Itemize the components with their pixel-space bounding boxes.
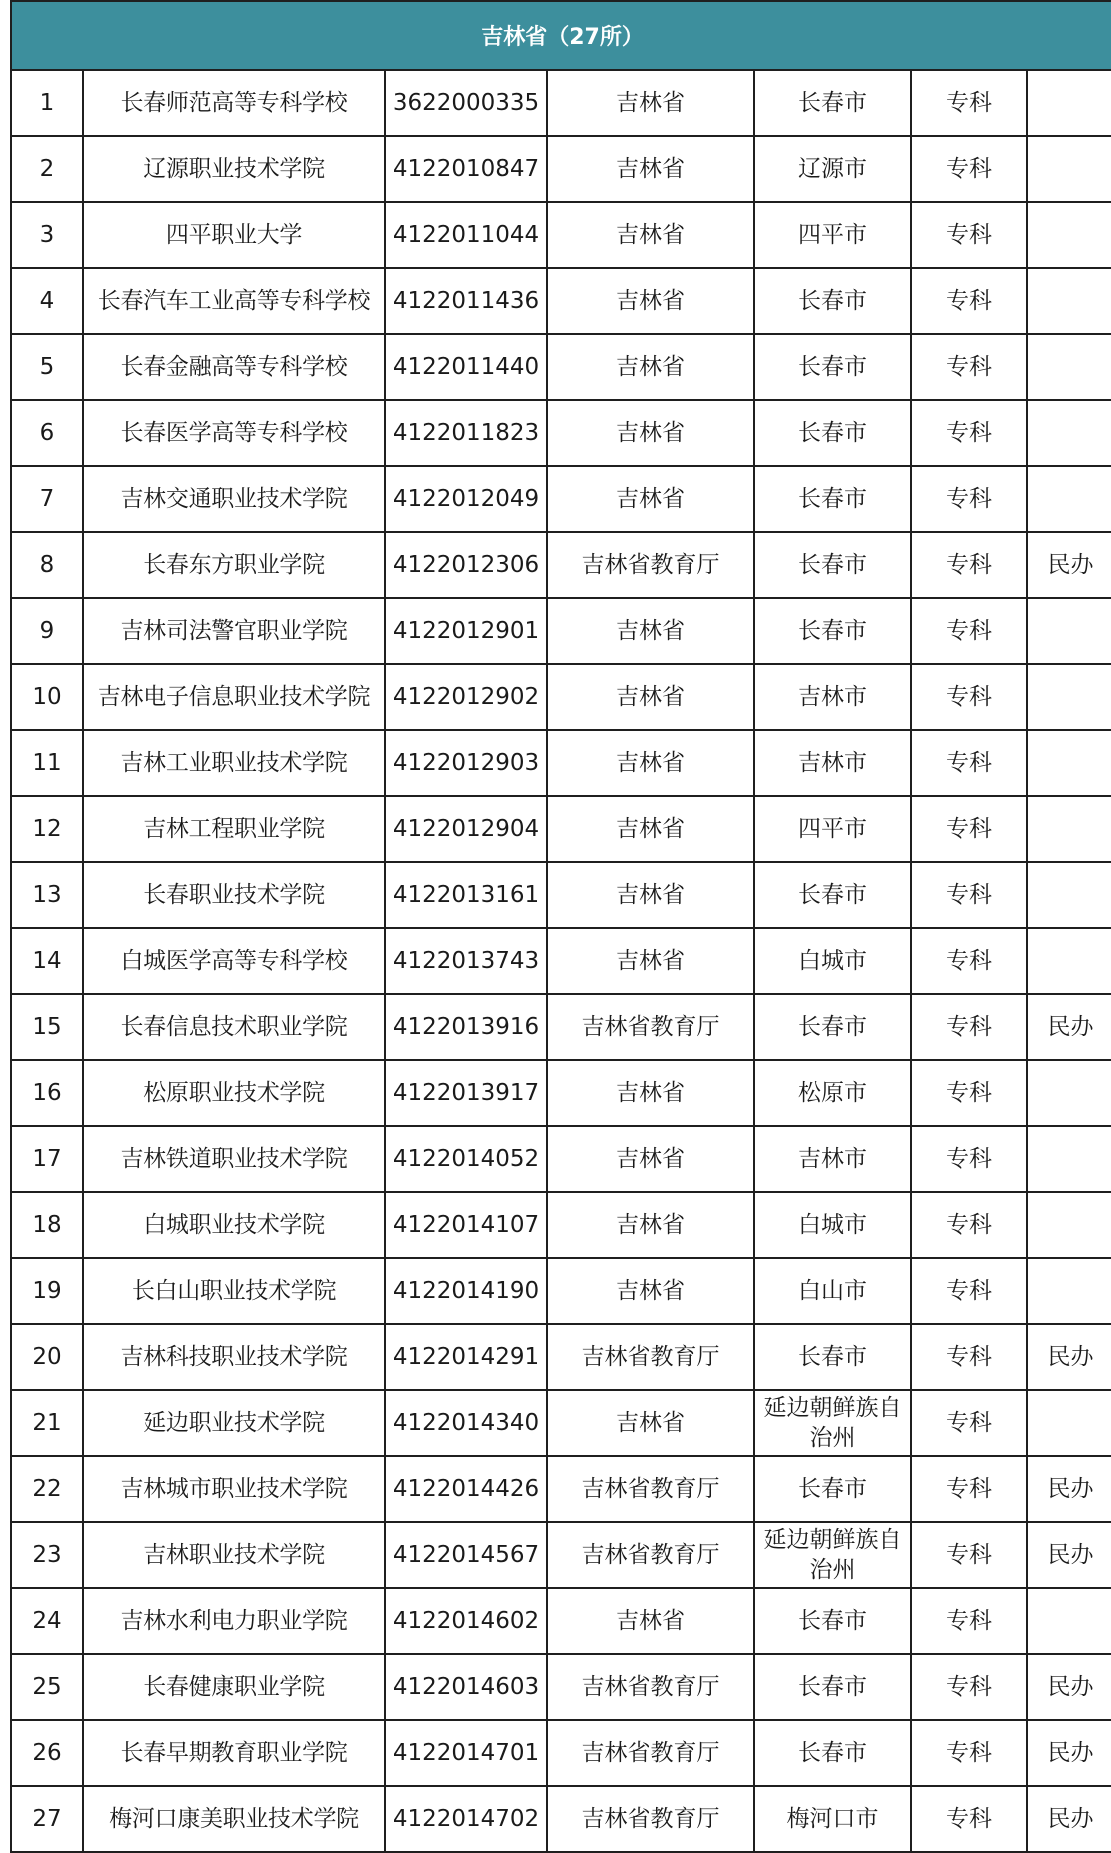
school-name-cell: 长春早期教育职业学院 xyxy=(83,1720,385,1786)
note-cell xyxy=(1027,1258,1111,1324)
table-row xyxy=(11,334,1111,400)
school-code-cell: 4122013917 xyxy=(385,1060,547,1126)
level-cell: 专科 xyxy=(911,598,1027,664)
school-code-cell: 4122014701 xyxy=(385,1720,547,1786)
school-code-cell: 4122014340 xyxy=(385,1390,547,1456)
level-cell: 专科 xyxy=(911,1720,1027,1786)
authority-cell: 吉林省 xyxy=(547,70,754,136)
city-cell: 长春市 xyxy=(754,862,911,928)
note-cell xyxy=(1027,400,1111,466)
school-code-cell: 4122012903 xyxy=(385,730,547,796)
row-number-cell: 4 xyxy=(11,268,83,334)
row-number-cell: 27 xyxy=(11,1786,83,1852)
note-cell xyxy=(1027,202,1111,268)
table-row xyxy=(11,928,1111,994)
table-row xyxy=(11,1060,1111,1126)
school-name-cell: 长春健康职业学院 xyxy=(83,1654,385,1720)
school-name-cell: 吉林科技职业技术学院 xyxy=(83,1324,385,1390)
school-name-cell: 松原职业技术学院 xyxy=(83,1060,385,1126)
level-cell: 专科 xyxy=(911,730,1027,796)
authority-cell: 吉林省教育厅 xyxy=(547,1720,754,1786)
note-cell xyxy=(1027,268,1111,334)
row-number-cell: 18 xyxy=(11,1192,83,1258)
row-number-cell: 13 xyxy=(11,862,83,928)
level-cell: 专科 xyxy=(911,862,1027,928)
row-number-cell: 20 xyxy=(11,1324,83,1390)
table-row xyxy=(11,1258,1111,1324)
level-cell: 专科 xyxy=(911,994,1027,1060)
city-cell: 松原市 xyxy=(754,1060,911,1126)
school-name-cell: 白城职业技术学院 xyxy=(83,1192,385,1258)
note-cell xyxy=(1027,1588,1111,1654)
table-title: 吉林省（27所） xyxy=(11,1,1111,70)
level-cell: 专科 xyxy=(911,664,1027,730)
school-name-cell: 吉林工程职业学院 xyxy=(83,796,385,862)
level-cell: 专科 xyxy=(911,268,1027,334)
level-cell: 专科 xyxy=(911,928,1027,994)
city-cell: 辽源市 xyxy=(754,136,911,202)
authority-cell: 吉林省 xyxy=(547,268,754,334)
level-cell: 专科 xyxy=(911,202,1027,268)
city-cell: 长春市 xyxy=(754,532,911,598)
table-row xyxy=(11,1390,1111,1456)
authority-cell: 吉林省教育厅 xyxy=(547,1654,754,1720)
school-code-cell: 4122014702 xyxy=(385,1786,547,1852)
level-cell: 专科 xyxy=(911,1390,1027,1456)
school-name-cell: 吉林电子信息职业技术学院 xyxy=(83,664,385,730)
authority-cell: 吉林省 xyxy=(547,1258,754,1324)
note-cell xyxy=(1027,862,1111,928)
note-cell: 民办 xyxy=(1027,1324,1111,1390)
row-number-cell: 5 xyxy=(11,334,83,400)
row-number-cell: 7 xyxy=(11,466,83,532)
row-number-cell: 19 xyxy=(11,1258,83,1324)
school-code-cell: 4122014052 xyxy=(385,1126,547,1192)
row-number-cell: 9 xyxy=(11,598,83,664)
city-cell: 白城市 xyxy=(754,928,911,994)
row-number-cell: 10 xyxy=(11,664,83,730)
school-code-cell: 4122013916 xyxy=(385,994,547,1060)
school-name-cell: 四平职业大学 xyxy=(83,202,385,268)
city-cell: 吉林市 xyxy=(754,1126,911,1192)
table-body xyxy=(11,70,1111,1852)
table-row xyxy=(11,1588,1111,1654)
authority-cell: 吉林省 xyxy=(547,1390,754,1456)
authority-cell: 吉林省 xyxy=(547,730,754,796)
row-number-cell: 16 xyxy=(11,1060,83,1126)
table-row xyxy=(11,70,1111,136)
level-cell: 专科 xyxy=(911,334,1027,400)
authority-cell: 吉林省 xyxy=(547,928,754,994)
level-cell: 专科 xyxy=(911,1126,1027,1192)
table-row xyxy=(11,598,1111,664)
authority-cell: 吉林省 xyxy=(547,1126,754,1192)
level-cell: 专科 xyxy=(911,1192,1027,1258)
school-name-cell: 长春金融高等专科学校 xyxy=(83,334,385,400)
level-cell: 专科 xyxy=(911,796,1027,862)
school-code-cell: 3622000335 xyxy=(385,70,547,136)
school-code-cell: 4122011436 xyxy=(385,268,547,334)
table-row xyxy=(11,1654,1111,1720)
table-title-row xyxy=(11,1,1111,70)
city-cell: 长春市 xyxy=(754,1720,911,1786)
city-cell: 长春市 xyxy=(754,1654,911,1720)
authority-cell: 吉林省 xyxy=(547,598,754,664)
row-number-cell: 1 xyxy=(11,70,83,136)
row-number-cell: 25 xyxy=(11,1654,83,1720)
table-row xyxy=(11,1192,1111,1258)
city-cell: 四平市 xyxy=(754,796,911,862)
school-code-cell: 4122012306 xyxy=(385,532,547,598)
authority-cell: 吉林省教育厅 xyxy=(547,532,754,598)
school-code-cell: 4122011044 xyxy=(385,202,547,268)
authority-cell: 吉林省 xyxy=(547,202,754,268)
school-table xyxy=(10,0,1111,1853)
school-name-cell: 长春职业技术学院 xyxy=(83,862,385,928)
school-name-cell: 梅河口康美职业技术学院 xyxy=(83,1786,385,1852)
city-cell: 长春市 xyxy=(754,1588,911,1654)
table-row xyxy=(11,400,1111,466)
city-cell: 长春市 xyxy=(754,994,911,1060)
note-cell xyxy=(1027,1192,1111,1258)
row-number-cell: 6 xyxy=(11,400,83,466)
authority-cell: 吉林省 xyxy=(547,1060,754,1126)
level-cell: 专科 xyxy=(911,136,1027,202)
school-name-cell: 长春医学高等专科学校 xyxy=(83,400,385,466)
authority-cell: 吉林省 xyxy=(547,400,754,466)
authority-cell: 吉林省 xyxy=(547,1192,754,1258)
authority-cell: 吉林省教育厅 xyxy=(547,1324,754,1390)
table-row xyxy=(11,730,1111,796)
city-cell: 长春市 xyxy=(754,1324,911,1390)
level-cell: 专科 xyxy=(911,400,1027,466)
school-code-cell: 4122012902 xyxy=(385,664,547,730)
table-row xyxy=(11,1522,1111,1588)
note-cell: 民办 xyxy=(1027,532,1111,598)
table-row xyxy=(11,862,1111,928)
row-number-cell: 17 xyxy=(11,1126,83,1192)
school-name-cell: 辽源职业技术学院 xyxy=(83,136,385,202)
table-row xyxy=(11,202,1111,268)
note-cell xyxy=(1027,466,1111,532)
table-row xyxy=(11,1786,1111,1852)
level-cell: 专科 xyxy=(911,532,1027,598)
city-cell: 四平市 xyxy=(754,202,911,268)
note-cell xyxy=(1027,136,1111,202)
table-row xyxy=(11,994,1111,1060)
row-number-cell: 8 xyxy=(11,532,83,598)
table-row xyxy=(11,1324,1111,1390)
table-row xyxy=(11,664,1111,730)
row-number-cell: 2 xyxy=(11,136,83,202)
row-number-cell: 14 xyxy=(11,928,83,994)
city-cell: 长春市 xyxy=(754,70,911,136)
table-row xyxy=(11,1126,1111,1192)
school-name-cell: 长白山职业技术学院 xyxy=(83,1258,385,1324)
note-cell xyxy=(1027,928,1111,994)
level-cell: 专科 xyxy=(911,466,1027,532)
city-cell: 长春市 xyxy=(754,400,911,466)
school-code-cell: 4122011440 xyxy=(385,334,547,400)
authority-cell: 吉林省教育厅 xyxy=(547,994,754,1060)
level-cell: 专科 xyxy=(911,1522,1027,1588)
city-cell: 延边朝鲜族自治州 xyxy=(754,1390,911,1456)
row-number-cell: 3 xyxy=(11,202,83,268)
note-cell xyxy=(1027,70,1111,136)
school-code-cell: 4122014107 xyxy=(385,1192,547,1258)
city-cell: 吉林市 xyxy=(754,730,911,796)
school-name-cell: 延边职业技术学院 xyxy=(83,1390,385,1456)
city-cell: 白山市 xyxy=(754,1258,911,1324)
school-code-cell: 4122014567 xyxy=(385,1522,547,1588)
table-row xyxy=(11,1720,1111,1786)
authority-cell: 吉林省 xyxy=(547,664,754,730)
note-cell: 民办 xyxy=(1027,1522,1111,1588)
authority-cell: 吉林省教育厅 xyxy=(547,1522,754,1588)
authority-cell: 吉林省教育厅 xyxy=(547,1456,754,1522)
city-cell: 长春市 xyxy=(754,334,911,400)
school-code-cell: 4122013743 xyxy=(385,928,547,994)
city-cell: 长春市 xyxy=(754,598,911,664)
city-cell: 梅河口市 xyxy=(754,1786,911,1852)
school-name-cell: 吉林水利电力职业学院 xyxy=(83,1588,385,1654)
note-cell: 民办 xyxy=(1027,994,1111,1060)
note-cell xyxy=(1027,598,1111,664)
school-code-cell: 4122013161 xyxy=(385,862,547,928)
school-code-cell: 4122014190 xyxy=(385,1258,547,1324)
level-cell: 专科 xyxy=(911,1258,1027,1324)
school-code-cell: 4122012904 xyxy=(385,796,547,862)
school-name-cell: 吉林司法警官职业学院 xyxy=(83,598,385,664)
school-code-cell: 4122014291 xyxy=(385,1324,547,1390)
note-cell: 民办 xyxy=(1027,1720,1111,1786)
school-name-cell: 白城医学高等专科学校 xyxy=(83,928,385,994)
school-name-cell: 长春汽车工业高等专科学校 xyxy=(83,268,385,334)
level-cell: 专科 xyxy=(911,70,1027,136)
table-row xyxy=(11,268,1111,334)
row-number-cell: 21 xyxy=(11,1390,83,1456)
level-cell: 专科 xyxy=(911,1324,1027,1390)
note-cell xyxy=(1027,1060,1111,1126)
row-number-cell: 24 xyxy=(11,1588,83,1654)
row-number-cell: 26 xyxy=(11,1720,83,1786)
authority-cell: 吉林省 xyxy=(547,862,754,928)
row-number-cell: 12 xyxy=(11,796,83,862)
school-code-cell: 4122011823 xyxy=(385,400,547,466)
table-row xyxy=(11,1456,1111,1522)
note-cell xyxy=(1027,334,1111,400)
level-cell: 专科 xyxy=(911,1060,1027,1126)
school-code-cell: 4122014602 xyxy=(385,1588,547,1654)
note-cell xyxy=(1027,1126,1111,1192)
school-name-cell: 吉林职业技术学院 xyxy=(83,1522,385,1588)
table-row xyxy=(11,136,1111,202)
city-cell: 长春市 xyxy=(754,268,911,334)
table-row xyxy=(11,532,1111,598)
city-cell: 吉林市 xyxy=(754,664,911,730)
table-row xyxy=(11,796,1111,862)
school-name-cell: 吉林城市职业技术学院 xyxy=(83,1456,385,1522)
row-number-cell: 15 xyxy=(11,994,83,1060)
level-cell: 专科 xyxy=(911,1588,1027,1654)
row-number-cell: 23 xyxy=(11,1522,83,1588)
level-cell: 专科 xyxy=(911,1654,1027,1720)
note-cell xyxy=(1027,1390,1111,1456)
note-cell xyxy=(1027,796,1111,862)
authority-cell: 吉林省 xyxy=(547,334,754,400)
row-number-cell: 22 xyxy=(11,1456,83,1522)
city-cell: 延边朝鲜族自治州 xyxy=(754,1522,911,1588)
authority-cell: 吉林省 xyxy=(547,1588,754,1654)
school-name-cell: 长春师范高等专科学校 xyxy=(83,70,385,136)
school-code-cell: 4122010847 xyxy=(385,136,547,202)
school-code-cell: 4122014426 xyxy=(385,1456,547,1522)
school-name-cell: 长春东方职业学院 xyxy=(83,532,385,598)
school-name-cell: 吉林交通职业技术学院 xyxy=(83,466,385,532)
row-number-cell: 11 xyxy=(11,730,83,796)
note-cell xyxy=(1027,730,1111,796)
school-name-cell: 吉林工业职业技术学院 xyxy=(83,730,385,796)
school-name-cell: 长春信息技术职业学院 xyxy=(83,994,385,1060)
school-code-cell: 4122012049 xyxy=(385,466,547,532)
city-cell: 白城市 xyxy=(754,1192,911,1258)
level-cell: 专科 xyxy=(911,1786,1027,1852)
school-code-cell: 4122014603 xyxy=(385,1654,547,1720)
authority-cell: 吉林省 xyxy=(547,466,754,532)
authority-cell: 吉林省 xyxy=(547,136,754,202)
note-cell: 民办 xyxy=(1027,1456,1111,1522)
level-cell: 专科 xyxy=(911,1456,1027,1522)
note-cell xyxy=(1027,664,1111,730)
school-code-cell: 4122012901 xyxy=(385,598,547,664)
note-cell: 民办 xyxy=(1027,1654,1111,1720)
city-cell: 长春市 xyxy=(754,466,911,532)
note-cell: 民办 xyxy=(1027,1786,1111,1852)
table-row xyxy=(11,466,1111,532)
city-cell: 长春市 xyxy=(754,1456,911,1522)
authority-cell: 吉林省教育厅 xyxy=(547,1786,754,1852)
school-name-cell: 吉林铁道职业技术学院 xyxy=(83,1126,385,1192)
authority-cell: 吉林省 xyxy=(547,796,754,862)
